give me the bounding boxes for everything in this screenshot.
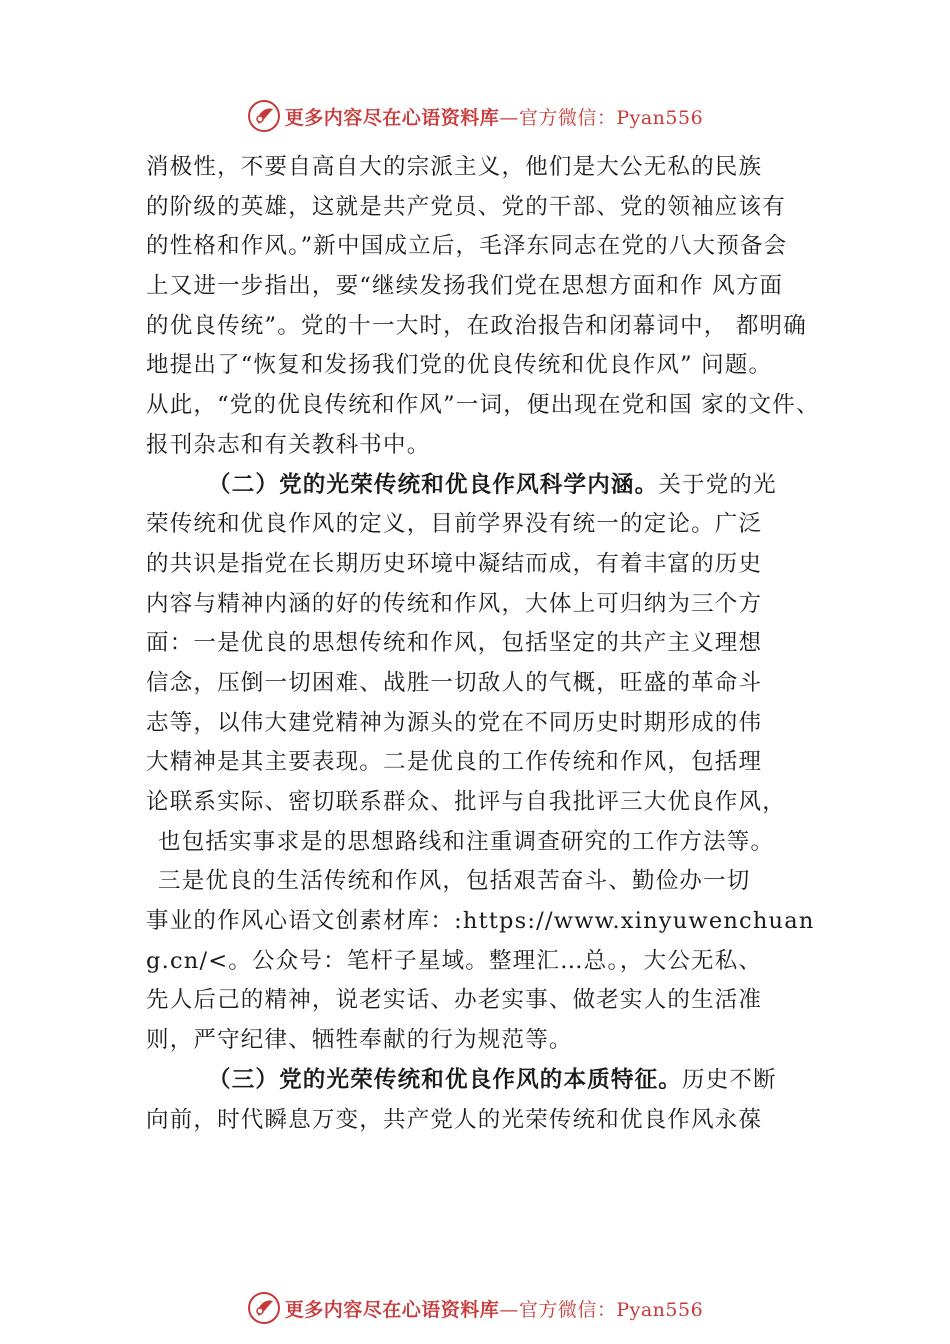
mouse-logo-icon xyxy=(247,1291,281,1325)
header-text xyxy=(285,103,703,130)
body-line: 上又进一步指出，要“继续发扬我们党在思想方面和作 风方面 xyxy=(146,273,784,300)
header-main-text: 更多内容尽在心语资料库 xyxy=(284,106,500,129)
body-line: 志等，以伟大建党精神为源头的党在不同历史时期形成的伟 xyxy=(146,709,763,736)
document-body xyxy=(146,148,846,1140)
footer-text xyxy=(285,1295,703,1322)
header-dash-text: —官方微信： xyxy=(499,106,617,129)
body-line: 论联系实际、密切联系群众、批评与自我批评三大优良作风， xyxy=(146,789,786,815)
body-line: 的性格和作风。”新中国成立后，毛泽东同志在党的八大预备会 xyxy=(146,233,788,260)
body-line: 先人后己的精神，说老实话、办老实事、做老实人的生活准 xyxy=(146,987,763,1014)
body-line: 的阶级的英雄，这就是共产党员、党的干部、党的领袖应该有 xyxy=(146,193,786,220)
mouse-logo-icon xyxy=(247,99,281,133)
section-three-heading: （三）党的光荣传统和优良作风的本质特征。 xyxy=(208,1066,683,1093)
body-line: 地提出了“恢复和发扬我们党的优良传统和优良作风” 问题。 xyxy=(146,352,773,379)
body-line: 向前，时代瞬息万变，共产党人的光荣传统和优良作风永葆 xyxy=(146,1106,763,1133)
body-line: 面：一是优良的思想传统和作风，包括坚定的共产主义理想 xyxy=(146,630,763,657)
body-line: 从此，“党的优良传统和作风”一词，便出现在党和国 家的文件、 xyxy=(146,392,820,419)
body-line: 的优良传统”。党的十一大时，在政治报告和闭幕词中， 都明确 xyxy=(146,312,807,339)
body-line: 报刊杂志和有关教科书中。 xyxy=(146,431,431,458)
body-line: 的共识是指党在长期历史环境中凝结而成，有着丰富的历史 xyxy=(146,550,763,577)
footer-dash-text: —官方微信： xyxy=(499,1298,617,1321)
footer-wechat-id: Pyan556 xyxy=(616,1298,704,1321)
body-line: 消极性，不要自高自大的宗派主义，他们是大公无私的民族 xyxy=(146,154,763,180)
section-three-first-line xyxy=(146,1061,846,1101)
footer-main-text: 更多内容尽在心语资料库 xyxy=(284,1298,500,1321)
header-banner xyxy=(0,96,950,136)
section-three-text: 历史不断 xyxy=(682,1066,777,1093)
body-line: 则，严守纪律、牺牲奉献的行为规范等。 xyxy=(146,1027,573,1054)
section-two-text: 关于党的光 xyxy=(658,471,777,498)
body-line: 三是优良的生活传统和作风，包括艰苦奋斗、勤俭办一切 xyxy=(158,868,751,895)
body-line: 信念，压倒一切困难、战胜一切敌人的气概，旺盛的革命斗 xyxy=(146,669,763,696)
section-two-first-line xyxy=(146,466,846,506)
body-line: g.cn/<。公众号：笔杆子星域。整理汇…总。，大公无私、 xyxy=(146,947,763,974)
body-line: 事业的作风心语文创素材库：:https://www.xinyuwenchuan xyxy=(146,908,815,935)
body-line: 也包括实事求是的思想路线和注重调查研究的工作方法等。 xyxy=(158,828,775,855)
body-line: 大精神是其主要表现。二是优良的工作传统和作风，包括理 xyxy=(146,749,763,776)
footer-banner xyxy=(0,1288,950,1328)
body-line: 内容与精神内涵的好的传统和作风，大体上可归纳为三个方 xyxy=(146,590,763,617)
section-two-heading: （二）党的光荣传统和优良作风科学内涵。 xyxy=(208,471,659,498)
header-wechat-id: Pyan556 xyxy=(616,106,704,129)
body-line: 荣传统和优良作风的定义，目前学界没有统一的定论。广泛 xyxy=(146,511,763,538)
